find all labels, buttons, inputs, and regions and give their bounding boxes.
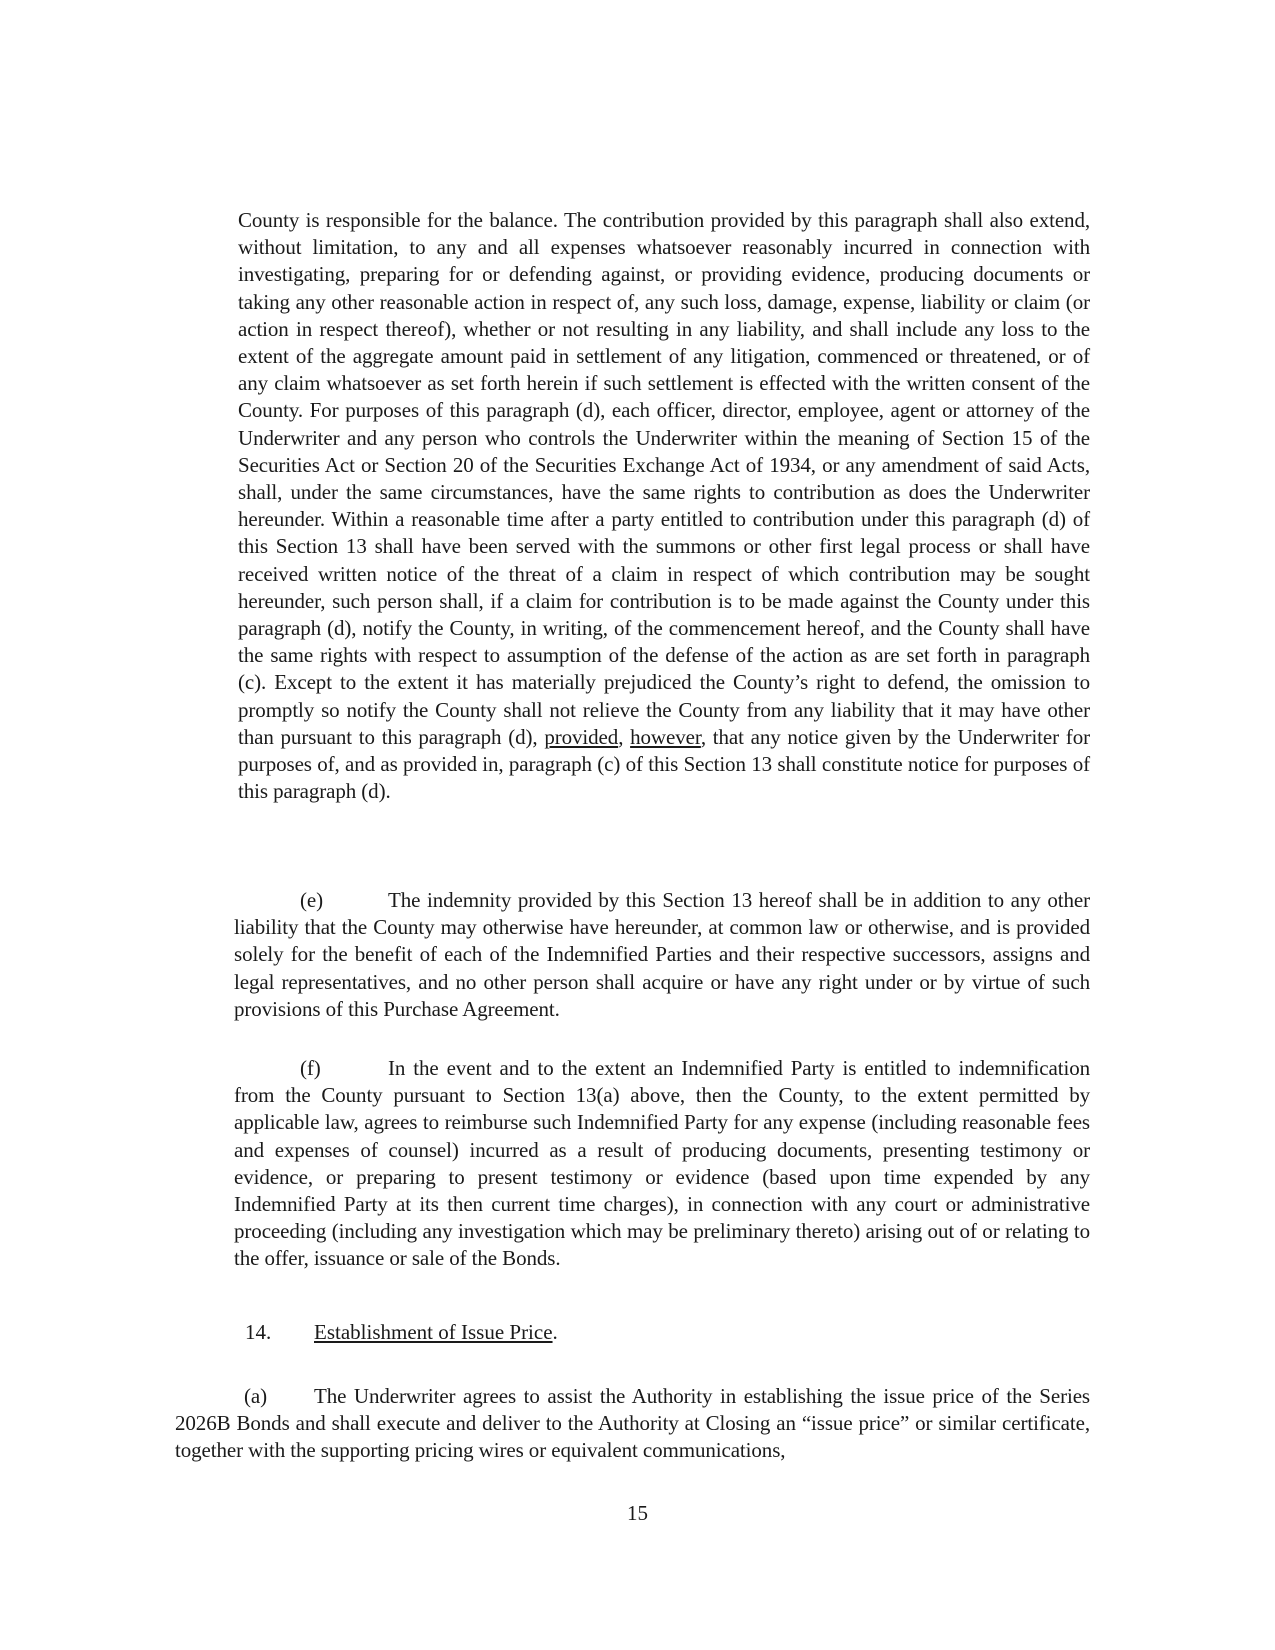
however-emphasis: however [630, 724, 701, 749]
paragraph-e-label: (e) [300, 888, 324, 912]
paragraph-f-text: In the event and to the extent an Indemnified Party is entitled to indemnification from the County pursuant to Section 13(a) above, then the County, to the extent permitted by applicable law, agrees to reimburse such Indemnified Party for any expense (including reasonable fees and expenses of counsel) incurred as a result of producing documents, presenting testimony or evidence, or preparing to present testimony or evidence (based upon time expended by any Indemnified Party at its then current time charges), in connection with any court or administrative proceeding (including any investigation which may be preliminary thereto) arising out of or relating to the offer, issuance or sale of the Bonds. [234, 1056, 1090, 1271]
section-14-title: Establishment of Issue Price [314, 1320, 553, 1344]
paragraph-14a [175, 1383, 1090, 1465]
paragraph-14a-label: (a) [244, 1384, 268, 1408]
paragraph-d-text-part1: County is responsible for the balance. The contribution provided by this paragraph shall also extend, without limitation, to any and all expenses whatsoever reasonably incurred in connection with investigating, preparing for or defending against, or providing evidence, producing documents or taking any other reasonable action in respect of, any such loss, damage, expense, liability or claim (or action in respect thereof), whether or not resulting in any liability, and shall include any loss to the extent of the aggregate amount paid in settlement of any litigation, commenced or threatened, or of any claim whatsoever as set forth herein if such settlement is effected with the written consent of the County. For purposes of this paragraph (d), each officer, director, employee, agent or attorney of the Underwriter and any person who controls the Underwriter within the meaning of Section 15 of the Securities Act or Section 20 of the Securities Exchange Act of 1934, or any amendment of said Acts, shall, under the same circumstances, have the same rights to contribution as does the Underwriter hereunder. Within a reasonable time after a party entitled to contribution under this paragraph (d) of this Section 13 shall have been served with the summons or other first legal process or shall have received written notice of the threat of a claim in respect of which contribution may be sought hereunder, such person shall, if a claim for contribution is to be made against the County under this paragraph (d), notify the County, in writing, of the commencement hereof, and the County shall have the same rights with respect to assumption of the defense of the action as are set forth in paragraph (c). Except to the extent it has materially prejudiced the County’s right to defend, the omission to promptly so notify the County shall not relieve the County from any liability that it may have other than pursuant to this paragraph (d), [238, 208, 1090, 749]
section-14-number: 14. [245, 1320, 272, 1344]
paragraph-f-label: (f) [300, 1056, 321, 1080]
paragraph-d-text-part2: , that any notice given by the Underwriter for purposes of, and as provided in, paragraph (c) of this Section 13 shall constitute notice for purposes of this paragraph (d). [238, 724, 1090, 804]
paragraph-d-continuation [238, 207, 1090, 805]
provided-emphasis: provided [544, 724, 619, 749]
page-number: 15 [627, 1501, 648, 1525]
section-14-heading [245, 1319, 558, 1346]
paragraph-e [234, 887, 1090, 1023]
paragraph-e-text: The indemnity provided by this Section 13 hereof shall be in addition to any other liability that the County may otherwise have hereunder, at common law or otherwise, and is provided solely for the benefit of each of the Indemnified Parties and their respective successors, assigns and legal representatives, and no other person shall acquire or have any right under or by virtue of such provisions of this Purchase Agreement. [234, 888, 1090, 1021]
paragraph-f [234, 1055, 1090, 1273]
section-14-title-period: . [552, 1320, 558, 1344]
paragraph-14a-text: The Underwriter agrees to assist the Authority in establishing the issue price of the Series 2026B Bonds and shall execute and deliver to the Authority at Closing an “issue price” or similar certificate, together with the supporting pricing wires or equivalent communications, [175, 1384, 1090, 1463]
comma-separator: , [618, 724, 631, 749]
